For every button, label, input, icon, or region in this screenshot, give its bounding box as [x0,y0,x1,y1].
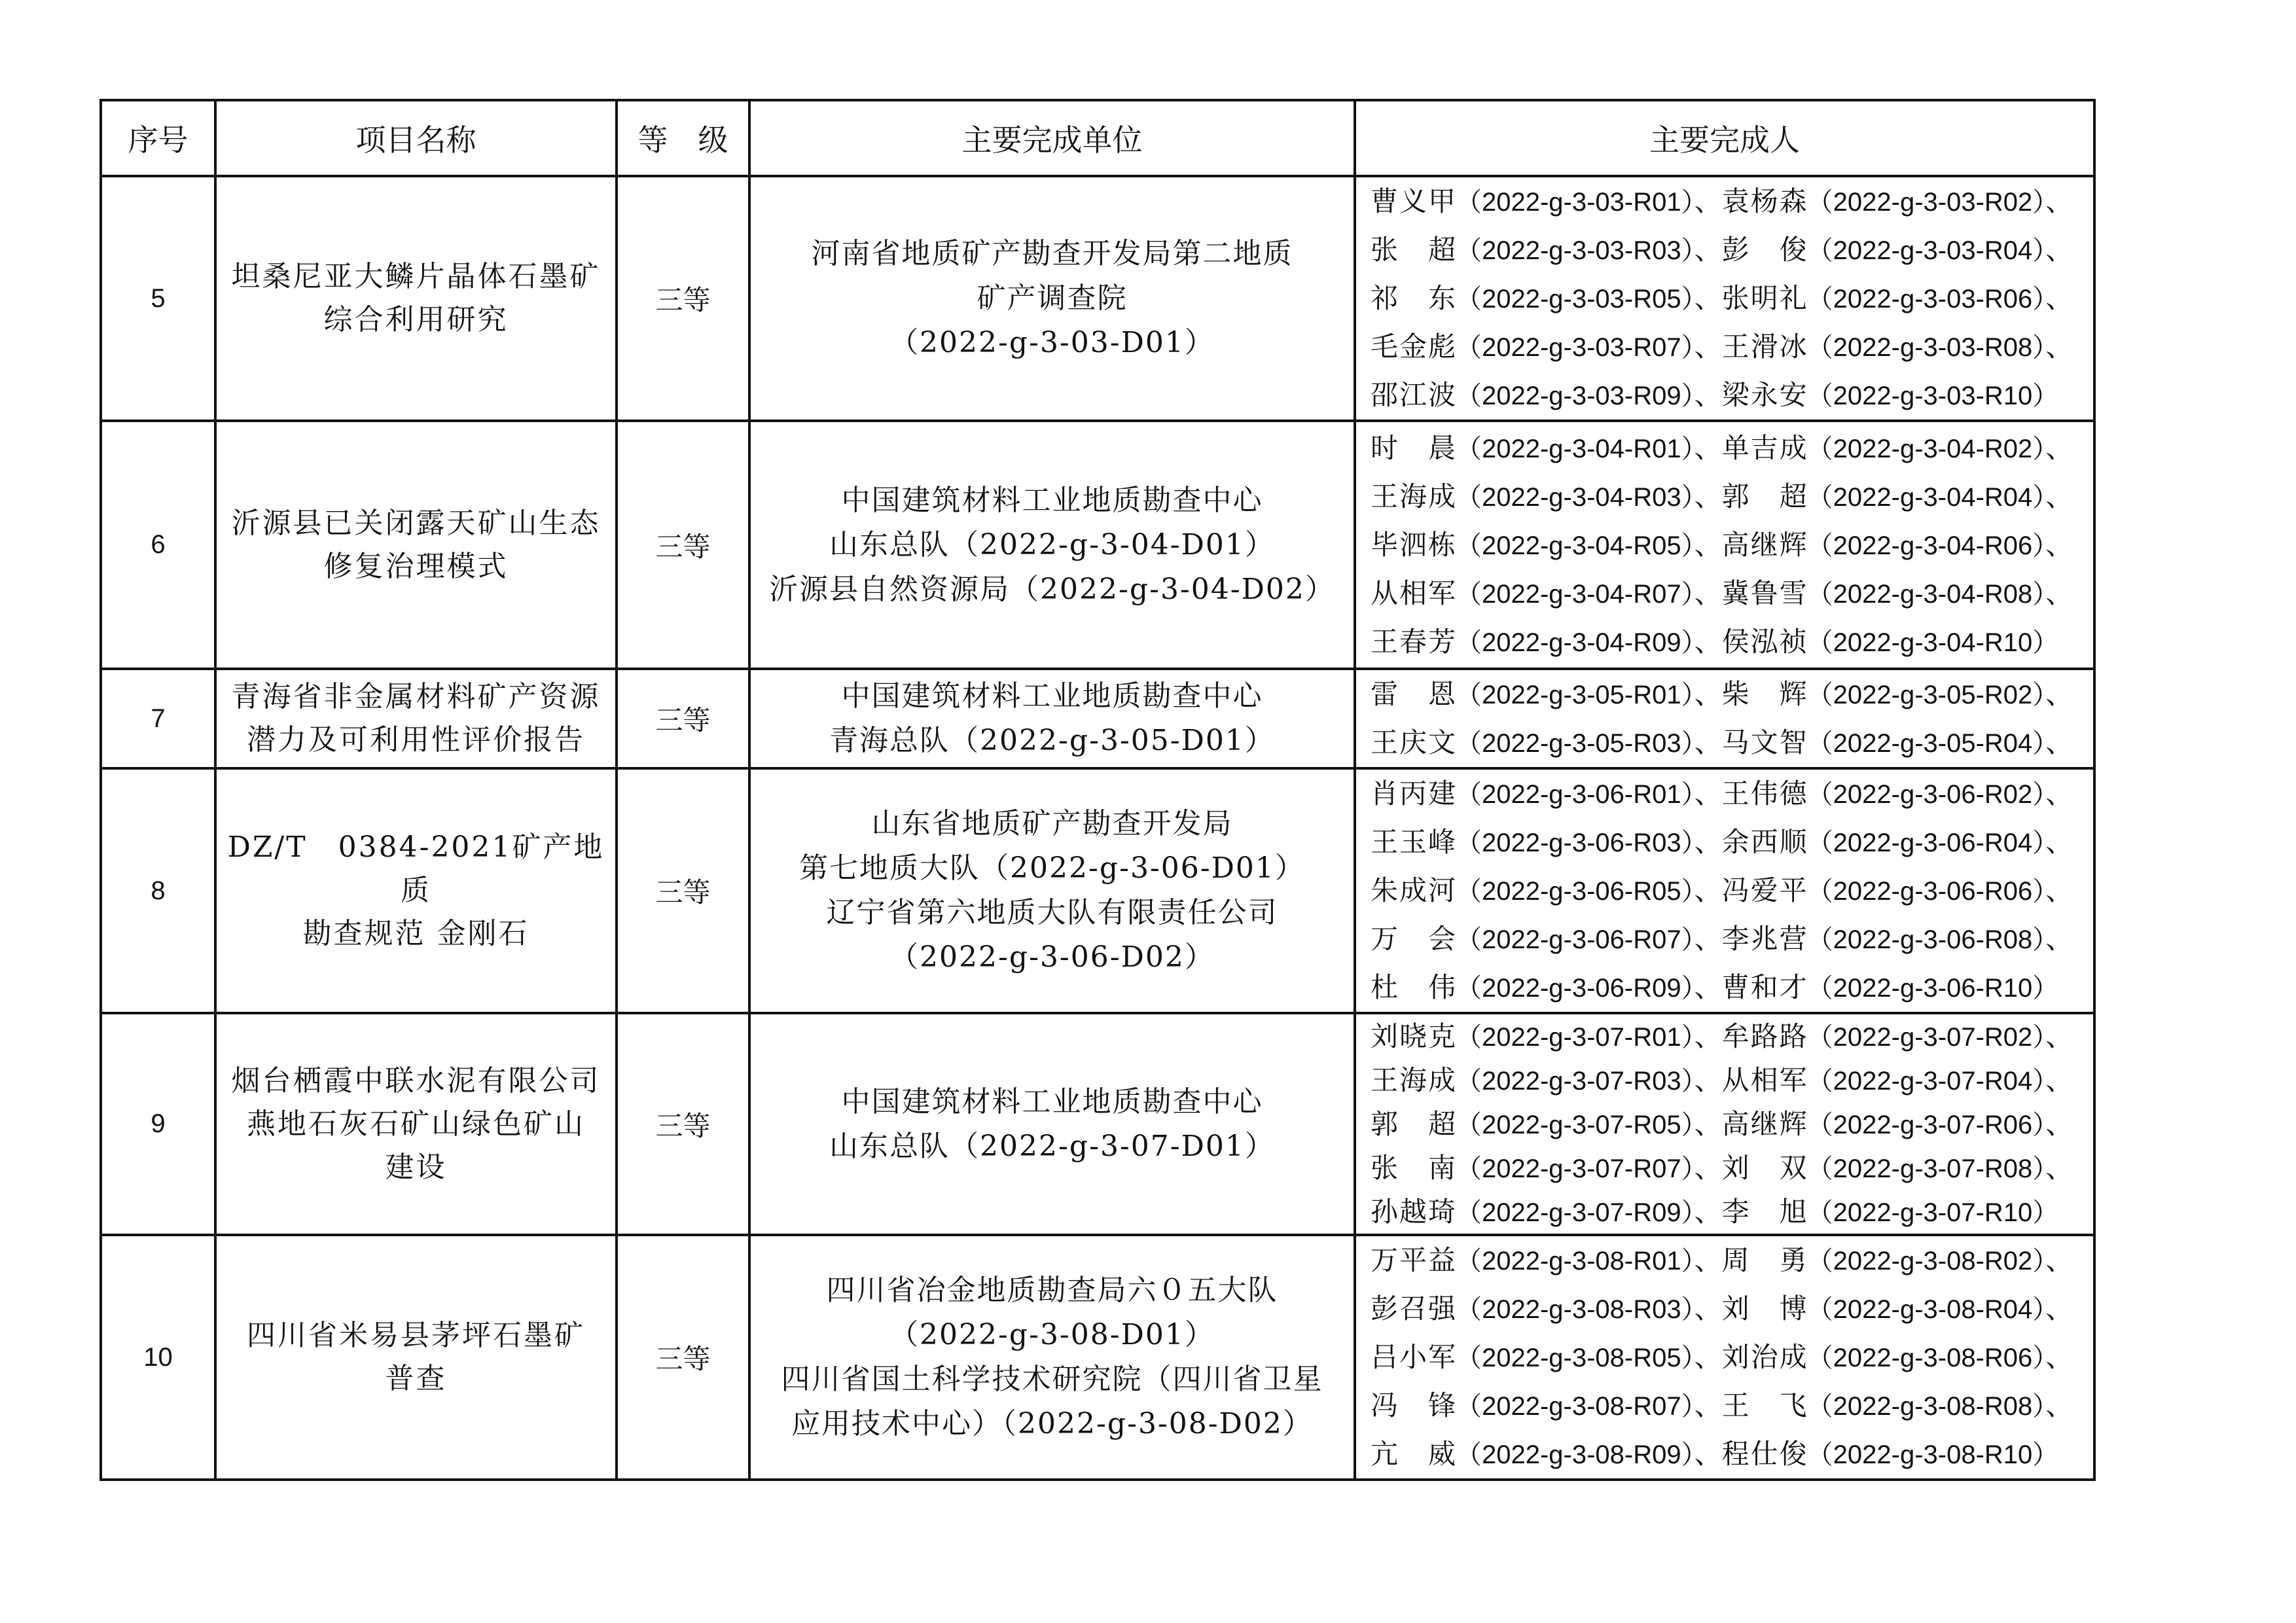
person-line [1371,177,2093,226]
separator: 、 [1694,1244,1722,1276]
separator: 、 [2045,528,2073,561]
person-code: （2022-g-3-03-R01） [1456,188,1695,217]
person-name: 牟路路 [1721,1020,1807,1052]
header-row [101,100,2094,176]
person-line [1371,1014,2093,1058]
separator: 、 [2045,480,2073,512]
project-name-line: 坦桑尼亚大鳞片晶体石墨矿 [231,260,601,293]
person-code: （2022-g-3-05-R01） [1456,681,1695,709]
person-line [1371,618,2093,666]
person-code: （2022-g-3-07-R08） [1806,1154,2046,1183]
unit-line: 河南省地质矿产勘查开发局第二地质 [811,237,1293,270]
person-name: 刘晓克 [1371,1020,1456,1052]
person-name: 吕小军 [1371,1341,1456,1373]
cell-units [749,1235,1355,1480]
person-code: （2022-g-3-06-R04） [1806,829,2046,857]
person-code: （2022-g-3-04-R10） [1806,628,2059,657]
person-name: 肖丙建 [1371,777,1456,810]
cell-grade: 三等 [617,669,749,768]
separator: 、 [1694,577,1722,609]
person-name: 王滑冰 [1721,330,1807,363]
person-name: 高继辉 [1721,1108,1807,1140]
person-code: （2022-g-3-08-R01） [1456,1247,1695,1275]
person-code: （2022-g-3-08-R02） [1806,1247,2046,1275]
person-name: 单吉成 [1721,431,1807,464]
separator: 、 [2045,777,2073,810]
person-name: 亢 威 [1371,1438,1456,1470]
person-line [1371,226,2093,274]
person-line [1371,1382,2093,1430]
separator: 、 [1694,923,1722,955]
person-name: 程仕俊 [1721,1438,1807,1470]
header-no: 序号 [101,100,215,176]
unit-line: 辽宁省第六地质大队有限责任公司 [826,896,1278,929]
project-name-line: 修复治理模式 [323,549,509,583]
person-code: （2022-g-3-06-R08） [1806,925,2046,954]
project-name-line: 四川省米易县茅坪石墨矿 [247,1319,585,1352]
unit-line: 中国建筑材料工业地质勘查中心 [841,1084,1263,1118]
cell-no: 5 [101,176,215,421]
cell-people [1355,176,2094,421]
cell-project-name [215,768,617,1013]
cell-grade: 三等 [617,1235,749,1480]
header-grade: 等 级 [617,100,749,176]
separator: 、 [2045,1152,2073,1184]
separator: 、 [2045,923,2073,955]
person-code: （2022-g-3-03-R08） [1806,333,2046,362]
person-code: （2022-g-3-07-R09） [1456,1198,1695,1227]
person-code: （2022-g-3-04-R08） [1806,579,2046,609]
person-name: 张 南 [1371,1152,1456,1184]
person-name: 邵江波 [1371,379,1456,411]
separator: 、 [1694,625,1722,658]
separator: 、 [1694,379,1722,411]
person-name: 万平益 [1371,1244,1456,1276]
cell-people [1355,421,2094,669]
person-line [1371,569,2093,618]
person-name: 柴 辉 [1721,678,1807,710]
person-name: 高继辉 [1721,528,1807,561]
separator: 、 [2045,726,2073,758]
separator: 、 [1694,777,1722,810]
person-name: 祁 东 [1371,282,1456,314]
project-name-line: DZ/T 0384-2021矿产地质 [227,830,605,907]
separator: 、 [1694,1438,1722,1470]
person-code: （2022-g-3-04-R05） [1456,531,1695,560]
person-name: 梁永安 [1721,379,1807,411]
person-code: （2022-g-3-04-R06） [1806,531,2046,560]
unit-line: 青海总队（2022-g-3-05-D01） [829,724,1275,757]
person-name: 冯 锋 [1371,1389,1456,1421]
person-name: 马文智 [1721,726,1807,758]
project-name-line: 青海省非金属材料矿产资源 [231,680,601,713]
project-name-line: 沂源县已关闭露天矿山生态 [231,506,601,540]
person-line [1371,866,2093,915]
person-code: （2022-g-3-05-R03） [1456,729,1695,758]
person-line [1371,1146,2093,1190]
cell-project-name [215,669,617,768]
person-name: 雷 恩 [1371,678,1456,710]
header-project: 项目名称 [215,100,617,176]
person-line [1371,274,2093,323]
separator: 、 [2045,826,2073,858]
separator: 、 [2045,1020,2073,1052]
separator: 、 [1694,431,1722,464]
unit-line: （2022-g-3-03-D01） [889,326,1215,359]
person-code: （2022-g-3-05-R02） [1806,681,2046,709]
person-name: 刘 博 [1721,1293,1807,1325]
person-name: 曹义甲 [1371,185,1456,217]
separator: 、 [2045,431,2073,464]
separator: 、 [2045,1244,2073,1276]
person-code: （2022-g-3-08-R07） [1456,1392,1695,1421]
project-name-line: 普查 [385,1362,447,1395]
person-name: 李 旭 [1721,1196,1807,1228]
person-line [1371,521,2093,569]
person-name: 彭 俊 [1721,234,1807,266]
person-code: （2022-g-3-04-R03） [1456,482,1695,512]
separator: 、 [2045,1293,2073,1325]
person-name: 王玉峰 [1371,826,1456,858]
person-code: （2022-g-3-03-R10） [1806,382,2059,410]
project-name-line: 燕地石灰石矿山绿色矿山 [247,1107,585,1141]
person-line [1371,323,2093,371]
project-name-line: 潜力及可利用性评价报告 [247,723,585,757]
person-code: （2022-g-3-08-R08） [1806,1392,2046,1421]
table-body [101,176,2094,1480]
person-name: 毛金彪 [1371,330,1456,363]
person-code: （2022-g-3-08-R05） [1456,1344,1695,1372]
separator: 、 [1694,874,1722,906]
separator: 、 [2045,1389,2073,1421]
cell-units [749,421,1355,669]
separator: 、 [2045,577,2073,609]
separator: 、 [1694,234,1722,266]
person-code: （2022-g-3-03-R03） [1456,236,1695,265]
separator: 、 [1694,678,1722,710]
person-code: （2022-g-3-06-R03） [1456,829,1695,857]
separator: 、 [1694,330,1722,363]
person-code: （2022-g-3-06-R01） [1456,780,1695,809]
cell-no: 7 [101,669,215,768]
person-code: （2022-g-3-06-R05） [1456,877,1695,906]
person-line [1371,1190,2093,1234]
person-name: 彭召强 [1371,1293,1456,1325]
person-code: （2022-g-3-08-R06） [1806,1344,2046,1372]
separator: 、 [1694,528,1722,561]
cell-people [1355,1013,2094,1235]
cell-no: 10 [101,1235,215,1480]
person-line [1371,719,2093,767]
separator: 、 [2045,330,2073,363]
separator: 、 [2045,1108,2073,1140]
table-row [101,768,2094,1013]
cell-people [1355,1235,2094,1480]
person-name: 刘 双 [1721,1152,1807,1184]
person-line [1371,1430,2093,1478]
person-code: （2022-g-3-05-R04） [1806,729,2046,758]
person-code: （2022-g-3-06-R10） [1806,974,2059,1003]
cell-grade: 三等 [617,421,749,669]
person-name: 刘治成 [1721,1341,1807,1373]
unit-line: 沂源县自然资源局（2022-g-3-04-D02） [769,572,1335,606]
person-name: 从相军 [1721,1064,1807,1096]
project-name-line: 勘查规范 金刚石 [302,917,529,950]
separator: 、 [1694,1152,1722,1184]
person-code: （2022-g-3-04-R07） [1456,579,1695,609]
person-line [1371,818,2093,866]
cell-no: 8 [101,768,215,1013]
table-row [101,421,2094,669]
unit-line: 四川省国土科学技术研究院（四川省卫星 [781,1363,1323,1396]
separator: 、 [1694,1196,1722,1228]
person-name: 冯爱平 [1721,874,1807,906]
person-line [1371,1102,2093,1146]
cell-grade: 三等 [617,176,749,421]
person-name: 孙越琦 [1371,1196,1456,1228]
unit-line: 四川省冶金地质勘查局六０五大队 [826,1274,1278,1307]
project-name-line: 烟台栖霞中联水泥有限公司 [231,1063,601,1097]
person-code: （2022-g-3-03-R02） [1806,188,2046,217]
unit-line: 山东总队（2022-g-3-07-D01） [829,1129,1275,1163]
cell-project-name [215,1013,617,1235]
person-code: （2022-g-3-07-R05） [1456,1111,1695,1139]
person-code: （2022-g-3-06-R06） [1806,877,2046,906]
person-name: 王伟德 [1721,777,1807,810]
person-name: 张 超 [1371,234,1456,266]
person-code: （2022-g-3-07-R01） [1456,1023,1695,1052]
unit-line: 第七地质大队（2022-g-3-06-D01） [799,851,1305,885]
person-code: （2022-g-3-04-R01） [1456,434,1695,463]
separator: 、 [2045,1064,2073,1096]
person-name: 周 勇 [1721,1244,1807,1276]
person-name: 曹和才 [1721,971,1807,1003]
cell-grade: 三等 [617,1013,749,1235]
cell-project-name [215,176,617,421]
unit-line: 中国建筑材料工业地质勘查中心 [841,483,1263,517]
person-name: 王海成 [1371,480,1456,512]
person-line [1371,1058,2093,1102]
person-code: （2022-g-3-07-R03） [1456,1067,1695,1096]
separator: 、 [1694,826,1722,858]
header-units: 主要完成单位 [749,100,1355,176]
header-people: 主要完成人 [1355,100,2094,176]
cell-units [749,768,1355,1013]
person-code: （2022-g-3-07-R10） [1806,1198,2059,1227]
person-line [1371,963,2093,1012]
cell-units [749,1013,1355,1235]
separator: 、 [2045,282,2073,314]
separator: 、 [1694,726,1722,758]
separator: 、 [1694,185,1722,217]
person-name: 余西顺 [1721,826,1807,858]
project-name-line: 综合利用研究 [323,303,509,336]
person-name: 郭 超 [1721,480,1807,512]
person-code: （2022-g-3-07-R07） [1456,1154,1695,1183]
person-name: 王春芳 [1371,625,1456,658]
person-name: 李兆营 [1721,923,1807,955]
unit-line: （2022-g-3-08-D01） [889,1318,1215,1351]
person-name: 王庆文 [1371,726,1456,758]
person-code: （2022-g-3-07-R04） [1806,1067,2046,1096]
unit-line: 应用技术中心）（2022-g-3-08-D02） [791,1407,1313,1440]
separator: 、 [2045,185,2073,217]
person-name: 时 晨 [1371,431,1456,464]
person-code: （2022-g-3-03-R05） [1456,285,1695,313]
separator: 、 [1694,1064,1722,1096]
person-name: 王 飞 [1721,1389,1807,1421]
separator: 、 [1694,1293,1722,1325]
cell-people [1355,669,2094,768]
person-code: （2022-g-3-04-R04） [1806,482,2046,512]
cell-units [749,669,1355,768]
person-code: （2022-g-3-04-R02） [1806,434,2046,463]
separator: 、 [1694,971,1722,1003]
person-code: （2022-g-3-03-R06） [1806,285,2046,313]
person-code: （2022-g-3-03-R04） [1806,236,2046,265]
person-name: 张明礼 [1721,282,1807,314]
person-name: 从相军 [1371,577,1456,609]
awards-table [99,99,2096,1481]
person-code: （2022-g-3-08-R09） [1456,1440,1695,1469]
table-row [101,669,2094,768]
person-code: （2022-g-3-08-R04） [1806,1295,2046,1324]
person-line [1371,1333,2093,1382]
person-name: 冀鲁雪 [1721,577,1807,609]
person-code: （2022-g-3-08-R10） [1806,1440,2059,1469]
person-name: 王海成 [1371,1064,1456,1096]
cell-units [749,176,1355,421]
separator: 、 [1694,1341,1722,1373]
unit-line: 山东总队（2022-g-3-04-D01） [829,527,1275,562]
person-line [1371,424,2093,473]
separator: 、 [1694,1108,1722,1140]
unit-line: 山东省地质矿产勘查开发局 [871,807,1233,840]
cell-project-name [215,1235,617,1480]
separator: 、 [1694,282,1722,314]
separator: 、 [2045,678,2073,710]
person-line [1371,1236,2093,1285]
table-row [101,1235,2094,1480]
person-code: （2022-g-3-03-R09） [1456,382,1695,410]
person-line [1371,371,2093,419]
person-line [1371,915,2093,963]
person-code: （2022-g-3-03-R07） [1456,333,1695,362]
cell-people [1355,768,2094,1013]
person-line [1371,770,2093,818]
person-code: （2022-g-3-07-R02） [1806,1023,2046,1052]
unit-line: 中国建筑材料工业地质勘查中心 [841,679,1263,713]
unit-line: 矿产调查院 [977,281,1128,315]
cell-no: 9 [101,1013,215,1235]
person-code: （2022-g-3-07-R06） [1806,1111,2046,1139]
person-name: 侯泓祯 [1721,625,1807,658]
cell-no: 6 [101,421,215,669]
separator: 、 [1694,480,1722,512]
separator: 、 [2045,874,2073,906]
person-name: 万 会 [1371,923,1456,955]
unit-line: （2022-g-3-06-D02） [889,940,1215,974]
person-line [1371,473,2093,521]
person-name: 毕泗栋 [1371,528,1456,561]
separator: 、 [2045,234,2073,266]
cell-grade: 三等 [617,768,749,1013]
table-row [101,1013,2094,1235]
person-name: 袁杨森 [1721,185,1807,217]
separator: 、 [2045,1341,2073,1373]
person-code: （2022-g-3-06-R09） [1456,974,1695,1003]
person-name: 郭 超 [1371,1108,1456,1140]
person-code: （2022-g-3-06-R07） [1456,925,1695,954]
separator: 、 [1694,1389,1722,1421]
person-name: 朱成河 [1371,874,1456,906]
cell-project-name [215,421,617,669]
person-code: （2022-g-3-04-R09） [1456,628,1695,657]
person-code: （2022-g-3-06-R02） [1806,780,2046,809]
separator: 、 [1694,1020,1722,1052]
person-name: 杜 伟 [1371,971,1456,1003]
person-code: （2022-g-3-08-R03） [1456,1295,1695,1324]
person-line [1371,670,2093,719]
person-line [1371,1285,2093,1333]
table-row [101,176,2094,421]
project-name-line: 建设 [385,1150,447,1184]
